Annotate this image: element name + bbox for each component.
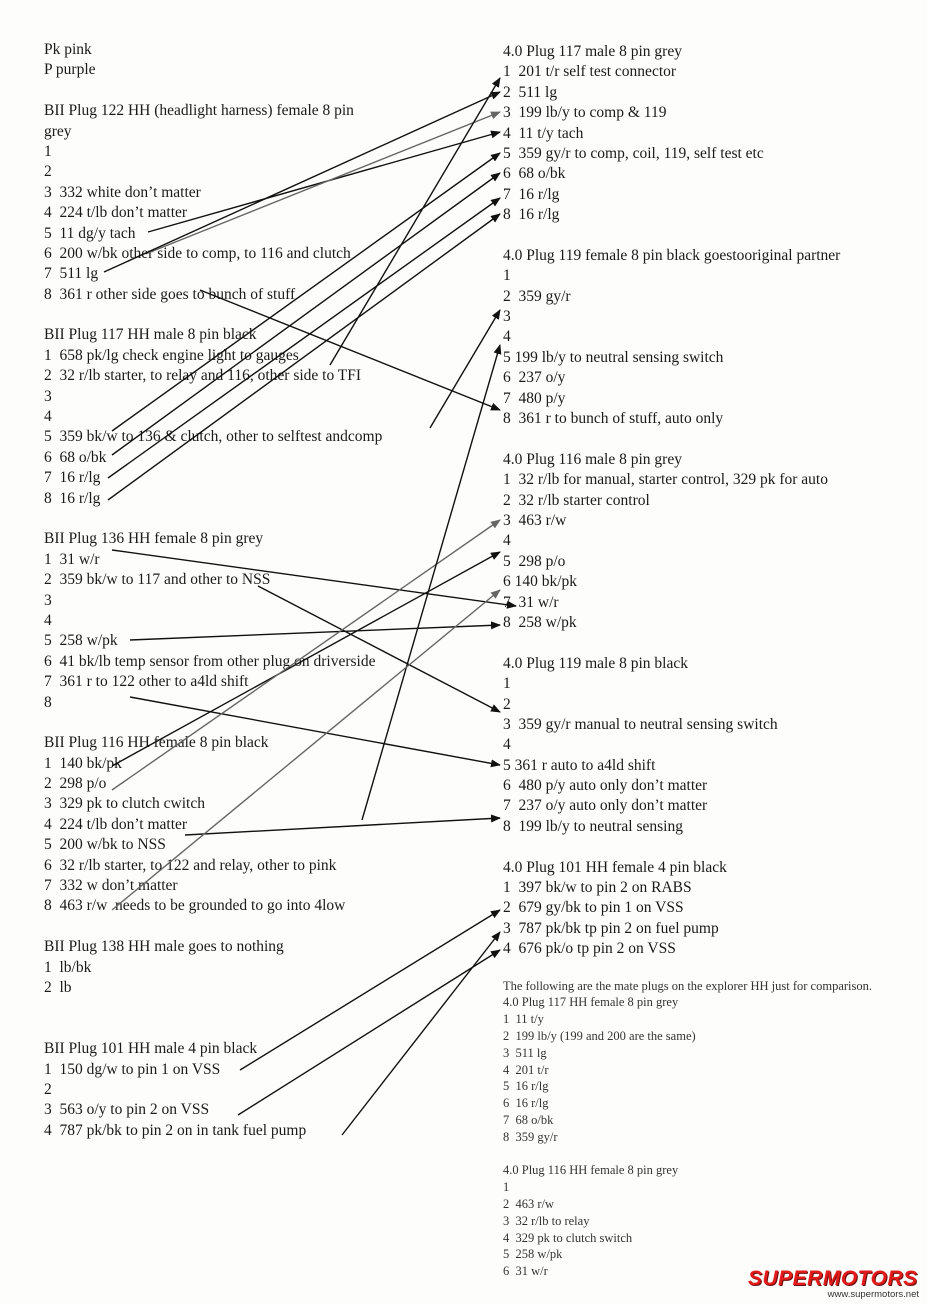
plug-heading: 4.0 Plug 116 male 8 pin grey	[503, 450, 682, 468]
pin-line: 4	[503, 532, 511, 550]
plug-heading: 4.0 Plug 101 HH female 4 pin black	[503, 858, 727, 876]
pin-line: 5 258 w/pk	[44, 632, 118, 650]
pin-line: 1 31 w/r	[44, 550, 100, 568]
plug-block	[44, 937, 484, 998]
pin-line: 6 480 p/y auto only don’t matter	[503, 777, 708, 795]
plug-block	[44, 733, 484, 917]
plug-block	[503, 42, 913, 226]
pin-line: 8 361 r other side goes to bunch of stuff	[44, 285, 296, 303]
watermark-brand: SUPERMOTORS	[748, 1267, 918, 1290]
pin-line: 2 32 r/lb starter control	[503, 491, 650, 509]
plug-block	[503, 654, 913, 838]
pin-line: 1 32 r/lb for manual, starter control, 329 pk for auto	[503, 471, 828, 489]
pin-line: 3	[503, 308, 511, 326]
plug-block	[44, 529, 484, 713]
pin-line: 2 359 bk/w to 117 and other to NSS	[44, 571, 271, 589]
pin-line: 5 359 gy/r to comp, coil, 119, self test etc	[503, 144, 764, 162]
pin-line: grey	[44, 122, 72, 140]
pin-line: 8 16 r/lg	[503, 206, 560, 224]
comparison-pin-line: 5 258 w/pk	[503, 1247, 563, 1262]
pin-line: 4 224 t/lb don’t matter	[44, 204, 188, 222]
plug-heading: BII Plug 138 HH male goes to nothing	[44, 938, 284, 956]
comparison-pin-line: 6 31 w/r	[503, 1264, 548, 1279]
pin-line: 5 200 w/bk to NSS	[44, 836, 166, 854]
pin-line: 6 32 r/lb starter, to 122 and relay, other to pink	[44, 856, 337, 874]
comparison-pin-line: 3 511 lg	[503, 1045, 547, 1060]
pin-line: 3 359 gy/r manual to neutral sensing switch	[503, 715, 778, 733]
pin-line: 2	[44, 1080, 52, 1098]
pin-line: 3 332 white don’t matter	[44, 183, 201, 201]
comparison-pin-line: 4 329 pk to clutch switch	[503, 1230, 633, 1245]
pin-line: 8	[44, 693, 52, 711]
pin-line: 2 679 gy/bk to pin 1 on VSS	[503, 899, 684, 917]
pin-line: 3 199 lb/y to comp & 119	[503, 104, 667, 122]
pin-line: 7 237 o/y auto only don’t matter	[503, 797, 708, 815]
pin-line: 1 lb/bk	[44, 958, 92, 976]
pin-line: 3 787 pk/bk tp pin 2 on fuel pump	[503, 919, 719, 937]
comparison-pin-line: 5 16 r/lg	[503, 1079, 549, 1094]
pin-line: 1 140 bk/pk	[44, 754, 122, 772]
comparison-pin-line: 3 32 r/lb to relay	[503, 1213, 590, 1228]
supermotors-watermark	[748, 1268, 923, 1300]
plug-heading: BII Plug 136 HH female 8 pin grey	[44, 530, 264, 548]
pin-line: 6 237 o/y	[503, 369, 566, 387]
pin-line: 2	[44, 163, 52, 181]
comparison-plug-block	[503, 994, 913, 1145]
comparison-pin-line: 2 463 r/w	[503, 1196, 555, 1211]
comparison-intro: The following are the mate plugs on the explorer HH just for comparison.	[503, 978, 873, 993]
comparison-pin-line: 2 199 lb/y (199 and 200 are the same)	[503, 1028, 696, 1043]
pin-line: 4	[44, 611, 52, 629]
comparison-pin-line: 7 68 o/bk	[503, 1112, 554, 1127]
pin-line: 3 563 o/y to pin 2 on VSS	[44, 1101, 210, 1119]
comparison-pin-line: 6 16 r/lg	[503, 1096, 549, 1111]
plug-block	[503, 450, 913, 634]
plug-heading: BII Plug 117 HH male 8 pin black	[44, 326, 257, 344]
pin-line: 2 511 lg	[503, 83, 558, 101]
pin-line: 3 463 r/w	[503, 511, 567, 529]
comparison-pin-line: 8 359 gy/r	[503, 1129, 558, 1144]
right-column	[503, 42, 913, 1280]
plug-heading: BII Plug 116 HH female 8 pin black	[44, 734, 269, 752]
pin-line: 8 199 lb/y to neutral sensing	[503, 817, 683, 835]
plug-block	[44, 101, 484, 305]
pin-line: 5 298 p/o	[503, 552, 566, 570]
pin-line: 7 16 r/lg	[44, 469, 101, 487]
plug-block	[44, 40, 484, 81]
pin-line: 4	[503, 328, 511, 346]
pin-line: 2	[503, 695, 511, 713]
watermark-url: www.supermotors.net	[827, 1289, 919, 1300]
pin-line: 1 201 t/r self test connector	[503, 63, 677, 81]
pin-line: 2 359 gy/r	[503, 287, 571, 305]
pin-line: 1 150 dg/w to pin 1 on VSS	[44, 1060, 221, 1078]
plug-heading: BII Plug 122 HH (headlight harness) female 8 pin	[44, 102, 354, 120]
pin-line: 5 199 lb/y to neutral sensing switch	[503, 348, 724, 366]
pin-line: 5 11 dg/y tach	[44, 224, 136, 242]
pin-line: 6 41 bk/lb temp sensor from other plug on driverside	[44, 652, 376, 670]
pin-line: 4 676 pk/o tp pin 2 on VSS	[503, 940, 676, 958]
plug-block	[503, 246, 913, 430]
pin-line: 1	[503, 267, 511, 285]
pin-line: 6 140 bk/pk	[503, 573, 578, 591]
pin-line: 8 463 r/w needs to be grounded to go into 4low	[44, 897, 346, 915]
plug-block	[44, 325, 484, 509]
pin-line: 7 31 w/r	[503, 593, 559, 611]
comparison-heading: 4.0 Plug 116 HH female 8 pin grey	[503, 1163, 679, 1178]
pin-line: 7 332 w don’t matter	[44, 877, 178, 895]
pin-line: 3	[44, 591, 52, 609]
pin-line: 2 32 r/lb starter, to relay and 116, other side to TFI	[44, 367, 362, 385]
plug-heading: 4.0 Plug 117 male 8 pin grey	[503, 43, 682, 60]
left-column	[44, 40, 484, 1141]
plug-block	[44, 1039, 484, 1141]
pin-line: 3	[44, 387, 52, 405]
pin-line: 4 224 t/lb don’t matter	[44, 815, 188, 833]
pin-line: 1 397 bk/w to pin 2 on RABS	[503, 879, 692, 897]
plug-heading: BII Plug 101 HH male 4 pin black	[44, 1040, 258, 1058]
comparison-pin-line: 4 201 t/r	[503, 1062, 549, 1077]
comparison-pin-line: 1 11 t/y	[503, 1012, 544, 1027]
pin-line: 4 787 pk/bk to pin 2 on in tank fuel pump	[44, 1121, 307, 1139]
pin-line: 6 200 w/bk other side to comp, to 116 and clutch	[44, 244, 351, 262]
comparison-plug-block	[503, 1162, 913, 1280]
pin-line: 4	[503, 736, 511, 754]
plug-heading: 4.0 Plug 119 male 8 pin black	[503, 654, 688, 672]
pin-line: 1	[503, 675, 511, 693]
comparison-heading: 4.0 Plug 117 HH female 8 pin grey	[503, 995, 679, 1010]
pin-line: 4	[44, 408, 52, 426]
pin-line: 8 258 w/pk	[503, 613, 577, 631]
pin-line: 1	[44, 142, 52, 160]
pin-line: 8 16 r/lg	[44, 489, 101, 507]
pin-line: 5 361 r auto to a4ld shift	[503, 756, 656, 774]
pin-line: 7 511 lg	[44, 265, 99, 283]
pin-line: 6 68 o/bk	[44, 448, 107, 466]
pin-line: 8 361 r to bunch of stuff, auto only	[503, 410, 724, 428]
pin-line: 5 359 bk/w to 136 & clutch, other to selftest andcomp	[44, 428, 383, 446]
pin-line: P purple	[44, 61, 96, 79]
pin-line: 6 68 o/bk	[503, 165, 566, 183]
pin-line: 4 11 t/y tach	[503, 124, 584, 142]
pin-line: 7 16 r/lg	[503, 185, 560, 203]
comparison-pin-line: 1	[503, 1180, 510, 1195]
plug-heading: Pk pink	[44, 41, 92, 58]
pin-line: 1 658 pk/lg check engine light to gauges	[44, 346, 299, 364]
pin-line: 7 361 r to 122 other to a4ld shift	[44, 673, 249, 691]
pin-line: 7 480 p/y	[503, 389, 566, 407]
pin-line: 2 298 p/o	[44, 775, 107, 793]
plug-heading: 4.0 Plug 119 female 8 pin black goestooriginal partner	[503, 246, 841, 264]
pin-line: 2 lb	[44, 978, 72, 996]
plug-block	[503, 858, 913, 960]
pin-line: 3 329 pk to clutch cwitch	[44, 795, 205, 813]
